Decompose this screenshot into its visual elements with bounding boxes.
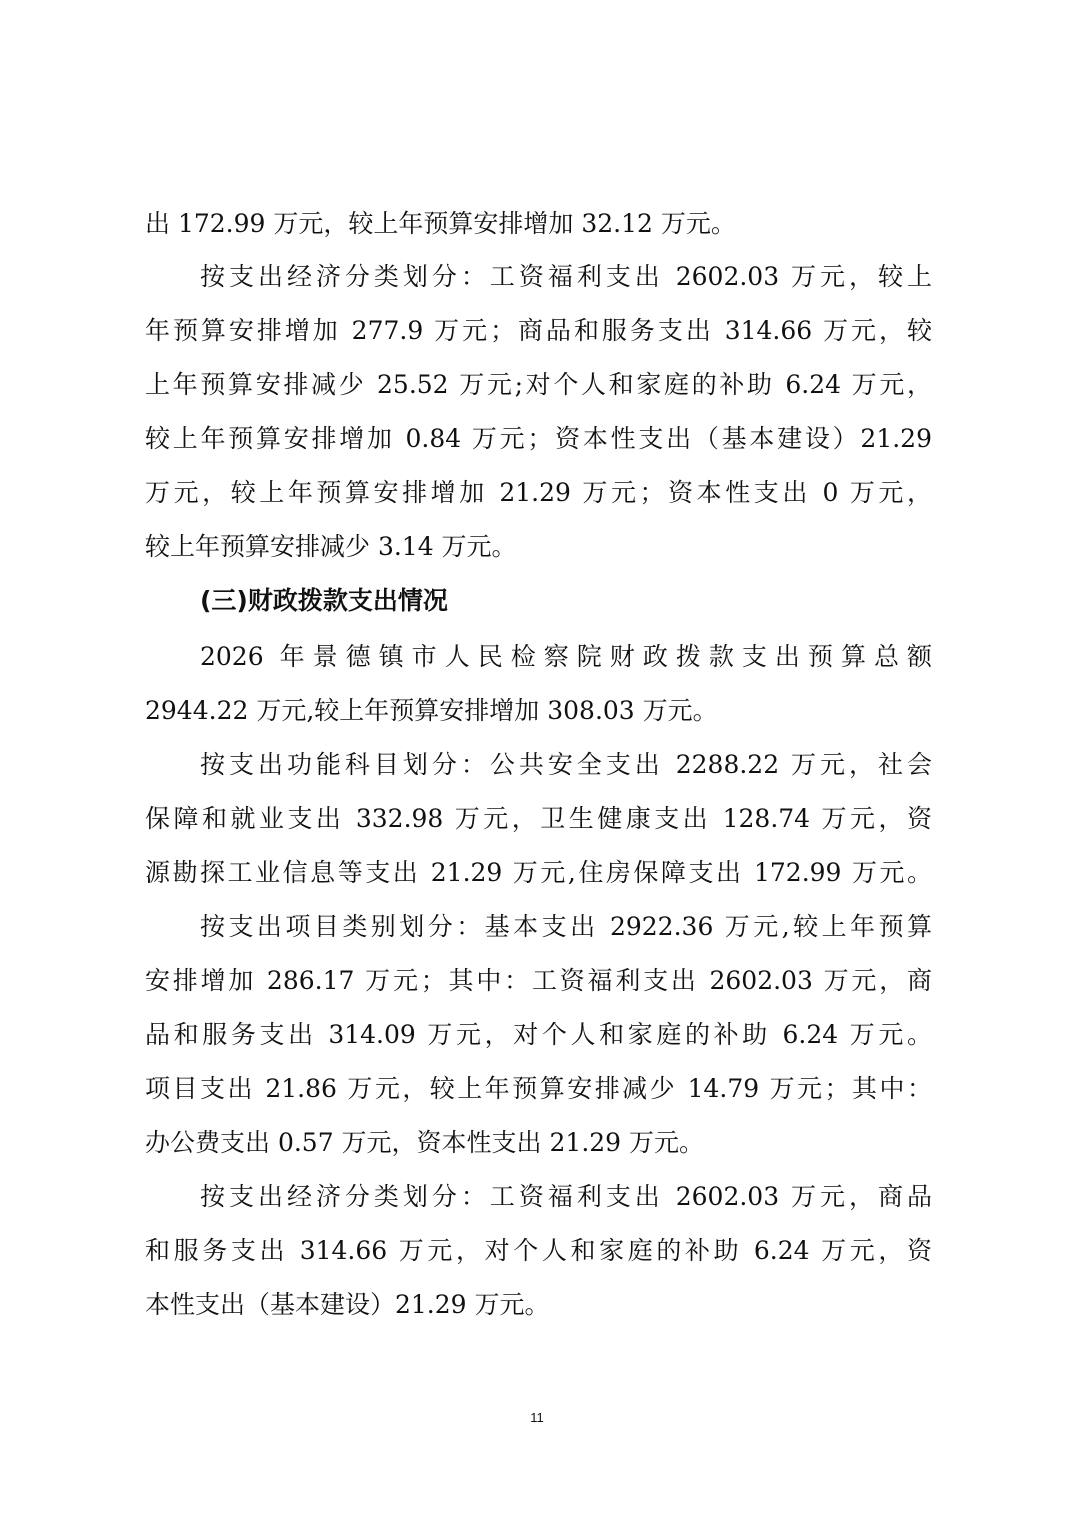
text-line: 2944.22 万元,较上年预算安排增加 308.03 万元。 — [145, 696, 718, 725]
text-line: 项目支出 21.86 万元，较上年预算安排减少 14.79 万元；其中： — [145, 1074, 932, 1103]
text-line: 年预算安排增加 277.9 万元；商品和服务支出 314.66 万元，较 — [145, 316, 932, 345]
text-line: 出 172.99 万元，较上年预算安排增加 32.12 万元。 — [145, 209, 736, 238]
text-line: 万元，较上年预算安排增加 21.29 万元；资本性支出 0 万元， — [145, 478, 932, 507]
text-line: 品和服务支出 314.09 万元，对个人和家庭的补助 6.24 万元。 — [145, 1020, 932, 1049]
text-line: 较上年预算安排减少 3.14 万元。 — [145, 532, 517, 561]
paragraph-start-line: 2026 年景德镇市人民检察院财政拨款支出预算总额 — [200, 642, 932, 671]
paragraph-start-line: 按支出功能科目划分：公共安全支出 2288.22 万元，社会 — [200, 750, 932, 779]
paragraph-start-line: 按支出经济分类划分：工资福利支出 2602.03 万元，商品 — [200, 1182, 932, 1211]
page-number: 11 — [530, 1410, 544, 1425]
paragraph-start-line: 按支出经济分类划分：工资福利支出 2602.03 万元，较上 — [200, 262, 932, 291]
text-line: 和服务支出 314.66 万元，对个人和家庭的补助 6.24 万元，资 — [145, 1236, 932, 1265]
text-line: 上年预算安排减少 25.52 万元;对个人和家庭的补助 6.24 万元， — [145, 370, 932, 399]
section-heading: (三)财政拨款支出情况 — [200, 586, 448, 615]
paragraph-start-line: 按支出项目类别划分：基本支出 2922.36 万元,较上年预算 — [200, 912, 932, 941]
text-line: 保障和就业支出 332.98 万元，卫生健康支出 128.74 万元，资 — [145, 804, 932, 833]
text-line: 办公费支出 0.57 万元，资本性支出 21.29 万元。 — [145, 1128, 705, 1157]
text-line: 安排增加 286.17 万元；其中：工资福利支出 2602.03 万元，商 — [145, 966, 932, 995]
text-line: 本性支出（基本建设）21.29 万元。 — [145, 1290, 550, 1319]
text-line: 较上年预算安排增加 0.84 万元；资本性支出（基本建设）21.29 — [145, 424, 932, 453]
text-line: 源勘探工业信息等支出 21.29 万元,住房保障支出 172.99 万元。 — [145, 858, 932, 887]
